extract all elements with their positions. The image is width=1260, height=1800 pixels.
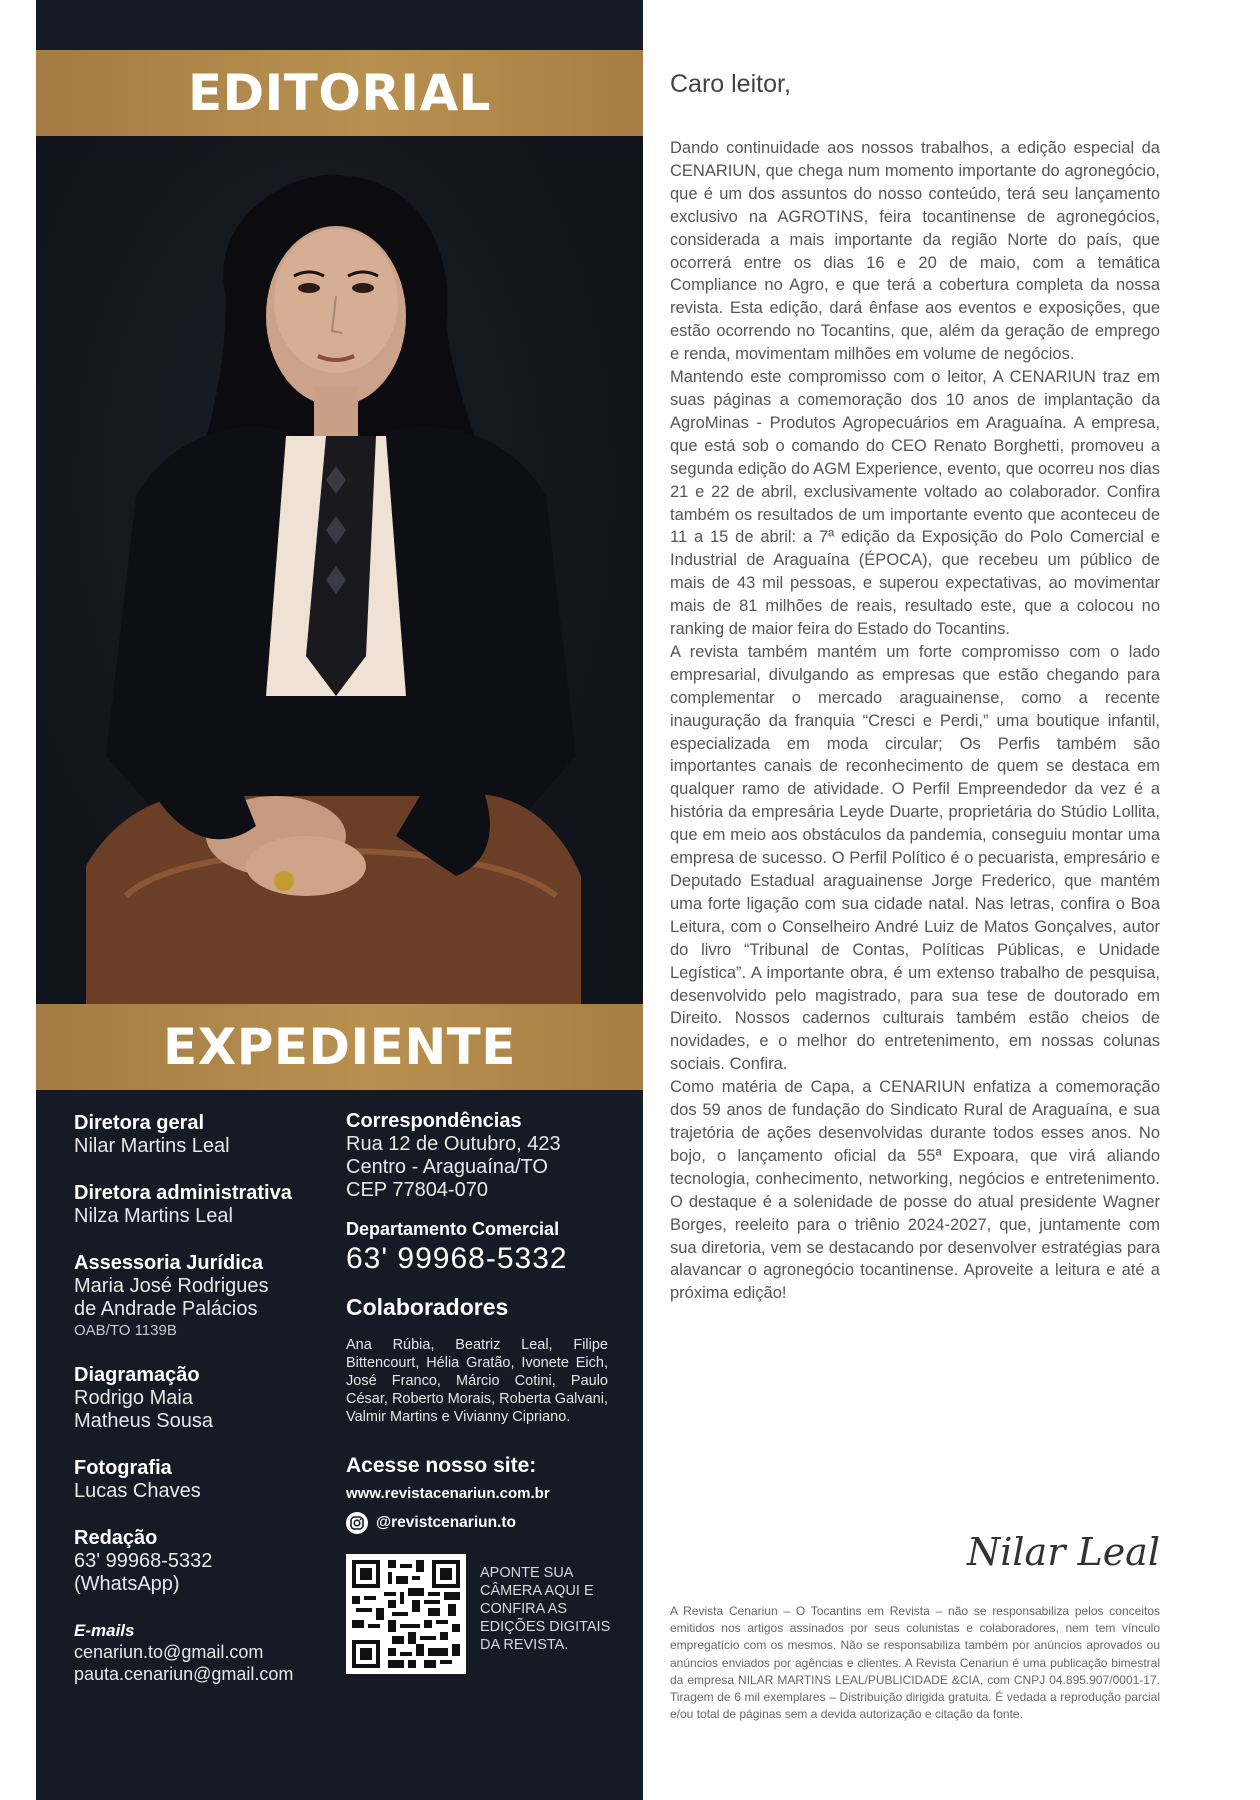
- redacao-note: (WhatsApp): [74, 1573, 180, 1595]
- editorial-greeting: Caro leitor,: [670, 70, 791, 98]
- qr-section: [346, 1554, 646, 1674]
- editorial-paragraph-4: Como matéria de Capa, a CENARIUN enfatiza a comemoração dos 59 anos de fundação do Sindicato Rural de Araguaína, e sua trajetória de ações desenvolvidas durante todos esses anos. No bojo, o lançamento oficial da 55ª Expoara, que virá aliando tecnologia, conhecimento, networking, negócios e entretenimento. O destaque é a solenidade de posse do atual presidente Wagner Borges, reeleito para o triênio 2024-2027, que, juntamente com sua diretoria, vem se destacando por desenvolver estratégias para alavancar o agronegócio tocantinense. Aproveite a leitura e até a próxima edição!: [670, 1078, 1160, 1303]
- assessoria-name-line1: Maria José Rodrigues: [74, 1275, 269, 1297]
- editorial-title: EDITORIAL: [187, 64, 492, 122]
- correspondencias-line1: Rua 12 de Outubro, 423: [346, 1133, 561, 1155]
- qr-caption: APONTE SUA CÂMERA AQUI E CONFIRA AS EDIÇÕES DIGITAIS DA REVISTA.: [480, 1565, 611, 1653]
- diretora-administrativa-label: Diretora administrativa: [74, 1182, 292, 1204]
- diretora-administrativa-name: Nilza Martins Leal: [74, 1205, 233, 1227]
- editor-portrait: [36, 136, 643, 1004]
- editorial-header-band: [36, 50, 643, 136]
- instagram-handle[interactable]: [346, 1512, 646, 1534]
- correspondencias-line3: CEP 77804-070: [346, 1179, 488, 1201]
- redacao-label: Redação: [74, 1527, 158, 1549]
- email-1[interactable]: cenariun.to@gmail.com: [74, 1642, 264, 1662]
- editorial-paragraph-3: A revista também mantém um forte compromisso com o lado empresarial, divulgando as empresas que estão chegando para complementar o mercado araguainense, como a recente inauguração da franquia “Cresci e Perdi,” uma boutique infantil, especializada em moda circular; Os Perfis também são importantes canais de reconhecimento de quem se destaca em qualquer ramo de atividade. O Perfil Empreendedor da vez é a história da empresária Leyde Duarte, proprietária do Stúdio Lollita, que em meio aos obstáculos da pandemia, conseguiu montar uma empresa de sucesso. O Perfil Político é o pecuarista, empresário e Deputado Estadual araguainense Jorge Frederico, que mantém uma forte ligação com sua cidade natal. Nas letras, confira o Boa Leitura, com o Conselheiro André Luiz de Matos Gonçalves, autor do livro “Tribunal de Contas, Políticas Públicas, e Unidade Legística”. A importante obra, é um extenso trabalho de pesquisa, desenvolvido pelo magistrado, para sua tese de doutorado em Direito. Nossos cadernos culturais também estão cheios de novidades, e o melhor do entretenimento, em nossas colunas sociais. Confira.: [670, 642, 1160, 1074]
- fotografia-label: Fotografia: [74, 1457, 172, 1479]
- editor-signature: Nilar Leal: [967, 1530, 1160, 1574]
- site-label: Acesse nosso site:: [346, 1454, 537, 1477]
- legal-disclaimer: A Revista Cenariun – O Tocantins em Revista – não se responsabiliza pelos conceitos emitidos nos artigos assinados por seus colunistas e colaboradores, nem tem vínculo empregatício com os mesmos. Não se responsabiliza também por anúncios aprovados ou anúncios enviados por agências e clientes. A Revista Cenariun é uma publicação bimestral da empresa NILAR MARTINS LEAL/PUBLICIDADE &CIA, com CNPJ 04.895.907/0001-17. Tiragem de 6 mil exemplares – Distribuição dirigida gratuita. É vedada a reprodução parcial e/ou total de páginas sem a devida autorização e citação da fonte.: [670, 1604, 1160, 1722]
- instagram-handle-text: @revistcenariun.to: [376, 1514, 517, 1531]
- fotografia-name: Lucas Chaves: [74, 1480, 201, 1502]
- redacao-phone: 63' 99968-5332: [74, 1550, 213, 1572]
- assessoria-label: Assessoria Jurídica: [74, 1252, 263, 1274]
- emails-block: [74, 1620, 324, 1685]
- email-2[interactable]: pauta.cenariun@gmail.com: [74, 1664, 294, 1684]
- emails-label: E-mails: [74, 1621, 135, 1640]
- correspondencias-block: [346, 1110, 646, 1202]
- diretora-geral-block: [74, 1112, 324, 1158]
- expediente-left-column: [74, 1112, 324, 1709]
- editorial-paragraph-2: Mantendo este compromisso com o leitor, A CENARIUN traz em suas páginas a comemoração dos 10 anos de implantação da AgroMinas - Produtos Agropecuários em Araguaína. A empresa, que está sob o comando do CEO Renato Borghetti, promoveu a segunda edição do AGM Experience, evento, que ocorreu nos dias 21 e 22 de abril, exclusivamente voltado ao colaborador. Confira também os resultados de um importante evento que aconteceu de 11 a 15 de abril: a 7ª edição da Exposição do Polo Comercial e Industrial de Araguaína (ÉPOCA), que recebeu um público de mais de 43 mil pessoas, e superou expectativas, ao movimentar mais de 81 milhões de reais, resultado este, que a colocou no ranking de maior feira do Estado do Tocantins.: [670, 368, 1160, 639]
- correspondencias-label: Correspondências: [346, 1110, 522, 1132]
- colaboradores-label: Colaboradores: [346, 1294, 509, 1320]
- diagramacao-name1: Rodrigo Maia: [74, 1387, 193, 1409]
- diagramacao-label: Diagramação: [74, 1364, 200, 1386]
- assessoria-oab: OAB/TO 1139B: [74, 1322, 177, 1339]
- diretora-administrativa-block: [74, 1182, 324, 1228]
- expediente-title: EXPEDIENTE: [163, 1018, 516, 1076]
- redacao-block: [74, 1527, 324, 1596]
- portrait-illustration: [36, 136, 643, 1004]
- departamento-label: Departamento Comercial: [346, 1219, 560, 1239]
- diretora-geral-label: Diretora geral: [74, 1112, 205, 1134]
- expediente-header-band: [36, 1004, 643, 1090]
- site-url-link[interactable]: www.revistacenariun.com.br: [346, 1485, 550, 1502]
- diagramacao-name2: Matheus Sousa: [74, 1410, 213, 1432]
- instagram-icon: [346, 1512, 368, 1534]
- assessoria-block: [74, 1252, 324, 1340]
- diagramacao-block: [74, 1364, 324, 1433]
- diretora-geral-name: Nilar Martins Leal: [74, 1135, 230, 1157]
- correspondencias-line2: Centro - Araguaína/TO: [346, 1156, 548, 1178]
- editorial-text-column: [670, 70, 1160, 1305]
- expediente-right-column: [346, 1110, 646, 1674]
- fotografia-block: [74, 1457, 324, 1503]
- departamento-phone: 63' 99968-5332: [346, 1242, 568, 1275]
- colaboradores-names: Ana Rúbia, Beatriz Leal, Filipe Bittencourt, Hélia Gratão, Ivonete Eich, José Franco, Márcio Cotini, Paulo César, Roberto Morais, Roberta Galvani, Valmir Martins e Vivianny Cipriano.: [346, 1337, 608, 1425]
- editorial-paragraph-1: Dando continuidade aos nossos trabalhos, a edição especial da CENARIUN, que chega num momento importante do agronegócio, que é um dos assuntos do nosso conteúdo, terá seu lançamento exclusivo na AGROTINS, feira tocantinense de agronegócios, considerada a mais importante da região Norte do país, que ocorrerá entre os dias 16 e 20 de maio, com a temática Compliance no Agro, e que terá a cobertura completa da nossa revista. Esta edição, dará ênfase aos eventos e exposições, que estão ocorrendo no Tocantins, que, além da geração de emprego e renda, movimentam milhões em volume de negócios.: [670, 139, 1160, 364]
- assessoria-name-line2: de Andrade Palácios: [74, 1298, 258, 1320]
- qr-code[interactable]: [346, 1554, 466, 1674]
- left-column: [36, 0, 643, 1800]
